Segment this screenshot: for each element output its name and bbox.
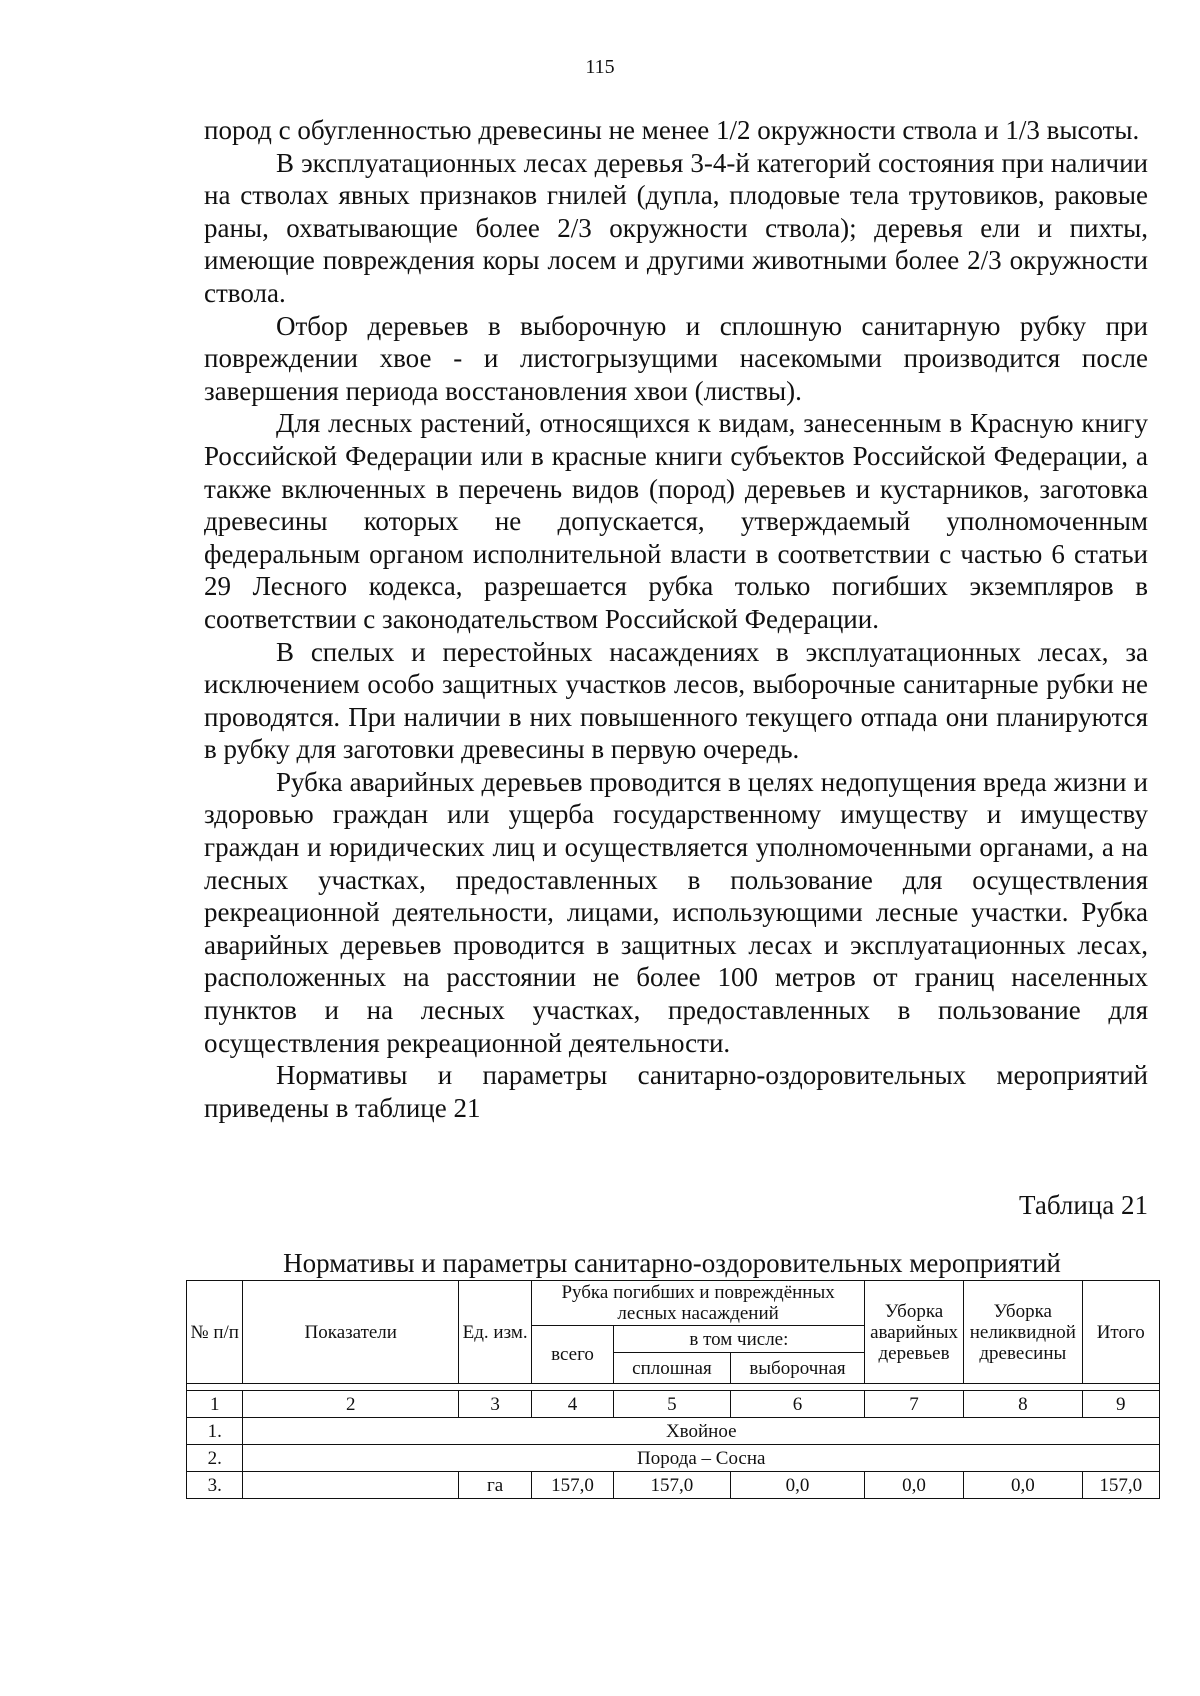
row-num: 3.	[187, 1472, 243, 1499]
paragraph: Отбор деревьев в выборочную и сплошную санитарную рубку при повреждении хвое - и листогрызущими насекомыми производится после завершения периода восстановления хвои (листвы).	[204, 310, 1148, 406]
cell-selective: 0,0	[731, 1472, 865, 1499]
header-illiquid: Уборка неликвидной древесины	[964, 1281, 1082, 1384]
table-label: Таблица 21	[1019, 1190, 1148, 1220]
header-selective: выборочная	[731, 1353, 865, 1384]
cell-emergency: 0,0	[864, 1472, 963, 1499]
row-num: 2.	[187, 1445, 243, 1472]
group-label: Порода – Сосна	[243, 1445, 1160, 1472]
header-unit: Ед. изм.	[459, 1281, 532, 1384]
paragraph: В эксплуатационных лесах деревья 3-4-й категорий состояния при наличии на стволах явных признаков гнилей (дупла, плодовые тела трутовиков, раковые раны, охватывающие более 2/3 окружности ствола); деревья ели и пихты, имеющие повреждения коры лосем и другими животными более 2/3 окружности ствола.	[204, 147, 1148, 308]
header-clear: сплошная	[613, 1353, 730, 1384]
column-number: 1	[187, 1391, 243, 1418]
page-number: 115	[585, 56, 615, 78]
header-felling-group: Рубка погибших и повреждённых лесных насаждений	[532, 1281, 865, 1326]
header-total-all: всего	[532, 1326, 614, 1384]
header-emergency: Уборка аварийных деревьев	[864, 1281, 963, 1384]
row-num: 1.	[187, 1418, 243, 1445]
paragraph: Нормативы и параметры санитарно-оздоровительных мероприятий приведены в таблице 21	[204, 1060, 1148, 1123]
header-indicators: Показатели	[243, 1281, 459, 1384]
paragraph: Рубка аварийных деревьев проводится в целях недопущения вреда жизни и здоровью граждан или ущерба государственному имуществу и имуществу граждан и юридических лиц и осуществляется уполномоченными органами, а на лесных участках, предоставленных в пользование для осуществления рекреационной деятельности, лицами, использующими лесные участки. Рубка аварийных деревьев проводится в защитных лесах и эксплуатационных лесах, расположенных на расстоянии не более 100 метров от границ населенных пунктов и на лесных участках, предоставленных в пользование для осуществления рекреационной деятельности.	[204, 766, 1148, 1058]
table-title: Нормативы и параметры санитарно-оздоровительных мероприятий	[283, 1248, 1061, 1278]
cell-total-all: 157,0	[532, 1472, 614, 1499]
column-number: 2	[243, 1391, 459, 1418]
column-number: 9	[1082, 1391, 1159, 1418]
header-num: № п/п	[187, 1281, 243, 1384]
column-number: 8	[964, 1391, 1082, 1418]
column-number: 6	[731, 1391, 865, 1418]
header-total: Итого	[1082, 1281, 1159, 1384]
row-unit: га	[459, 1472, 532, 1499]
table-row	[187, 1418, 1160, 1445]
paragraph: пород с обугленностью древесины не менее 1/2 окружности ствола и 1/3 высоты.	[204, 115, 1140, 145]
cell-total: 157,0	[1082, 1472, 1159, 1499]
cell-clear: 157,0	[613, 1472, 730, 1499]
table-row	[187, 1445, 1160, 1472]
header-including: в том числе:	[613, 1326, 864, 1353]
cell-illiquid: 0,0	[964, 1472, 1082, 1499]
column-number: 4	[532, 1391, 614, 1418]
table-row	[187, 1472, 1160, 1499]
row-indicator	[243, 1472, 459, 1499]
sanitary-measures-table	[186, 1280, 1160, 1499]
column-number: 5	[613, 1391, 730, 1418]
body-text	[204, 114, 1148, 1124]
column-number: 7	[864, 1391, 963, 1418]
paragraph: В спелых и перестойных насаждениях в эксплуатационных лесах, за исключением особо защитных участков лесов, выборочные санитарные рубки не проводятся. При наличии в них повышенного текущего отпада они планируются в рубку для заготовки древесины в первую очередь.	[204, 636, 1148, 765]
paragraph: Для лесных растений, относящихся к видам, занесенным в Красную книгу Российской Федерации или в красные книги субъектов Российской Федерации, а также включенных в перечень видов (пород) деревьев и кустарников, заготовка древесины которых не допускается, утверждаемый уполномоченным федеральным органом исполнительной власти в соответствии с частью 6 статьи 29 Лесного кодекса, разрешается рубка только погибших экземпляров в соответствии с законодательством Российской Федерации.	[204, 408, 1148, 634]
column-number: 3	[459, 1391, 532, 1418]
group-label: Хвойное	[243, 1418, 1160, 1445]
